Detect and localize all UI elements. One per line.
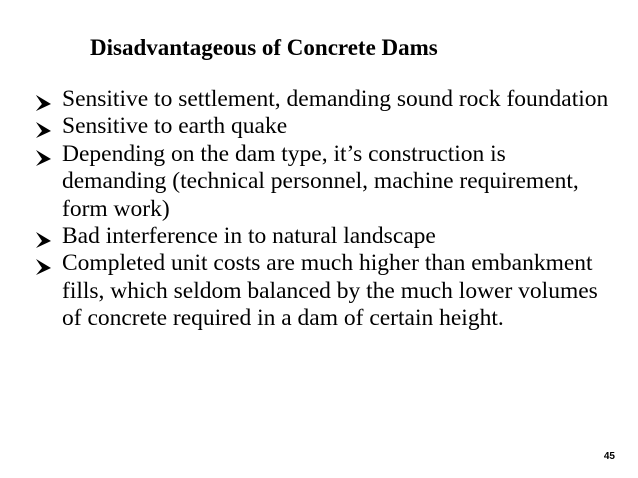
bullet-text: Sensitive to settlement, demanding sound rock foundation [62,86,609,112]
bullet-item [34,86,614,113]
bullet-text: Bad interference in to natural landscape [62,223,436,250]
bullet-text: Depending on the dam type, it’s construction is demanding (technical personnel, machine requirement, form work) [62,140,579,222]
page-number: 45 [603,451,615,462]
bullet-list [34,86,614,333]
bullet-item [34,141,614,223]
arrowhead-bullet-icon [34,141,60,168]
bullet-text: Sensitive to earth quake [62,113,288,140]
bullet-item [34,250,614,332]
arrowhead-bullet-icon [34,223,60,250]
bullet-text: Completed unit costs are much higher than embankment fills, which seldom balanced by the much lower volumes of concrete required in a dam of certain height. [62,250,598,332]
bullet-item [34,223,614,250]
arrowhead-bullet-icon [34,250,60,277]
slide-title: Disadvantageous of Concrete Dams [90,35,438,60]
bullet-item [34,113,614,140]
arrowhead-bullet-icon [34,113,60,140]
arrowhead-bullet-icon [34,86,60,113]
